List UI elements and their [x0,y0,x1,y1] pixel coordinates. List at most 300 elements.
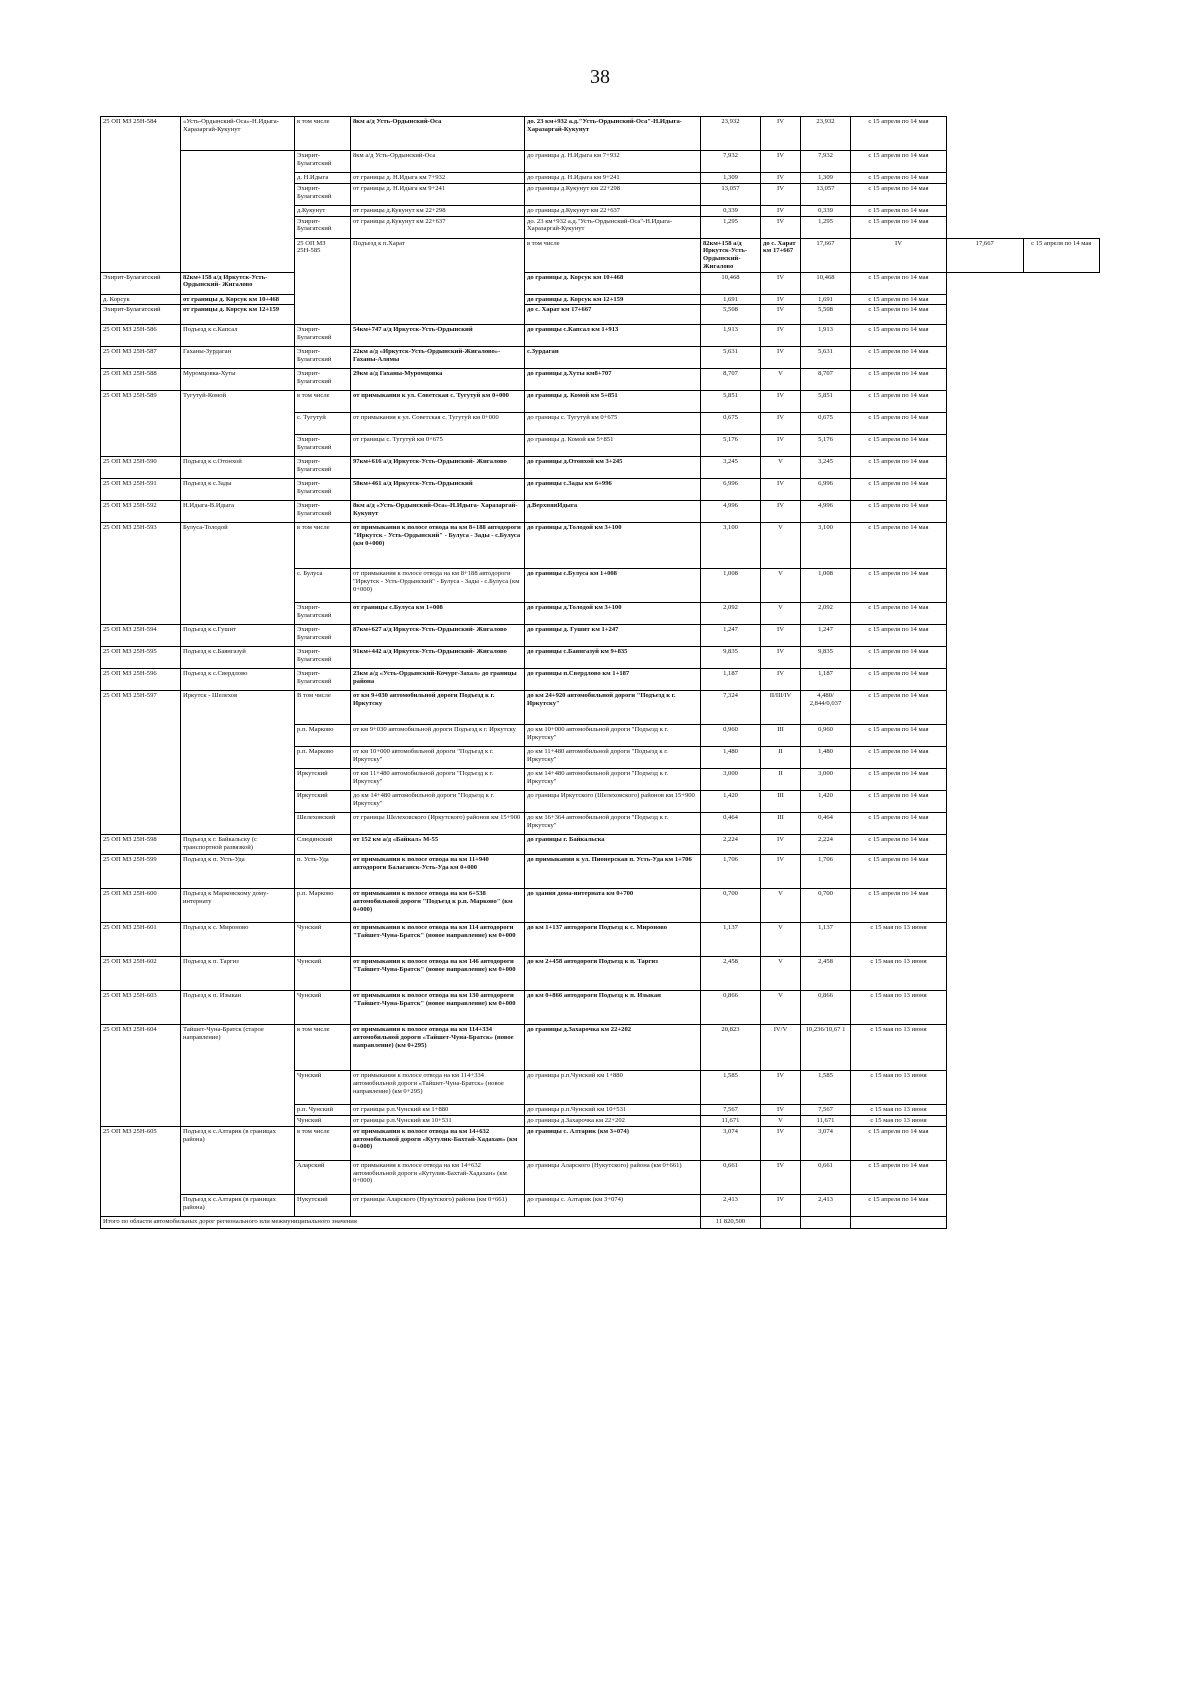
length-cell: 2,224 [701,835,761,855]
segment-from-cell: от границы р.п.Чунский км 1+880 [351,1105,525,1116]
segment-from-cell: 8км а/д Усть-Ордынский-Оса [351,117,525,151]
table-row [101,1194,1100,1216]
segment-from-cell: от примыкания к полосе отвода на км 130 автодороги "Тайшет-Чуна-Братск" (новое направление) км 0+000 [351,991,525,1025]
category-cell: IV [761,625,801,647]
length-cell: 23,932 [701,117,761,151]
length-cell: 1,480 [701,747,761,769]
segment-to-cell: до границы с.Зады км 6+996 [525,479,701,501]
length-by-category-cell: 1,309 [801,173,851,184]
length-cell: 5,176 [701,435,761,457]
area-cell: Шелеховский [295,813,351,835]
segment-from-cell: от примыкания к полосе отвода на км 146 автодороги "Тайшет-Чуна-Братск" (новое направление) км 0+000 [351,957,525,991]
length-cell: 1,187 [701,669,761,691]
roads-table-body [101,117,1100,1229]
area-cell: Иркутский [295,791,351,813]
segment-to-cell: до границы с.Булуса км 1+008 [525,569,701,603]
segment-to-cell: до границы д.Толодой км 3+100 [525,603,701,625]
restriction-period-cell: с 15 апреля по 14 мая [851,205,947,216]
area-cell: Эхирит-Булагатский [295,647,351,669]
table-row [101,923,1100,957]
length-by-category-cell: 1,706 [801,855,851,889]
segment-to-cell: до границы с. Алтарик (км 3+074) [525,1126,701,1160]
road-name-cell: Муромцовка-Хуты [181,369,295,391]
road-name-cell: Подъезд к п. Усть-Уда [181,855,295,889]
road-id-cell: 25 ОП МЗ 25Н-587 [101,347,181,369]
restriction-period-cell: с 15 апреля по 14 мая [851,725,947,747]
category-cell: IV [761,501,801,523]
area-cell: д.Кукунут [295,205,351,216]
segment-to-cell: до границы д. Комой км 5+851 [525,391,701,413]
segment-from-cell: от примыкания к полосе отвода на км 114+334 автомобильной дороги «Тайшет-Чуна-Братск» (новое направление) (км 0+295) [351,1071,525,1105]
segment-to-cell: до границы Иркутского (Шелеховского) районов км 15+900 [525,791,701,813]
category-cell: IV [761,272,801,294]
segment-to-cell: до границы д. Н.Идыга км 7+932 [525,151,701,173]
category-cell: V [761,1116,801,1127]
length-cell: 0,661 [701,1160,761,1194]
length-by-category-cell: 1,008 [801,569,851,603]
length-by-category-cell: 3,000 [801,769,851,791]
table-row [101,272,1100,294]
table-row [101,625,1100,647]
area-cell: В том числе [295,691,351,725]
restriction-period-cell: с 15 апреля по 14 мая [1023,238,1100,272]
table-row [101,991,1100,1025]
road-name-cell: Подъезд к с. Мироново [181,923,295,957]
area-cell: в том числе [525,238,701,272]
length-by-category-cell: 3,100 [801,523,851,569]
category-cell: IV [761,216,801,238]
restriction-period-cell: с 15 апреля по 14 мая [851,294,947,305]
length-cell: 4,996 [701,501,761,523]
length-by-category-cell: 0,661 [801,1160,851,1194]
segment-to-cell: до. 23 км+932 а.д."Усть-Ордынский-Оса"-Н.Идыга-Харазаргай-Кукунут [525,216,701,238]
segment-to-cell: до с. Харат км 17+667 [761,238,801,272]
category-cell: V [761,457,801,479]
area-cell: Эхирит-Булагатский [295,479,351,501]
length-cell: 1,691 [701,294,761,305]
table-row [101,855,1100,889]
category-cell: IV [851,238,947,272]
length-by-category-cell: 8,707 [801,369,851,391]
table-row [101,889,1100,923]
length-cell: 10,468 [701,272,761,294]
segment-from-cell: до км 14+480 автомобильной дороги "Подъезд к г. Иркутску" [351,791,525,813]
road-id-cell: 25 ОП МЗ 25Н-605 [101,1126,181,1216]
length-by-category-cell: 2,413 [801,1194,851,1216]
segment-to-cell: до границы д.Отонхой км 3+245 [525,457,701,479]
segment-to-cell: до границы д. Комой км 5+851 [525,435,701,457]
restriction-period-cell: с 15 апреля по 14 мая [851,747,947,769]
restriction-period-cell: с 15 мая по 13 июня [851,991,947,1025]
restriction-period-cell: с 15 апреля по 14 мая [851,889,947,923]
area-cell: Чунский [295,1071,351,1105]
length-by-category-cell: 4,996 [801,501,851,523]
road-name-cell: Подъезд к с.Баянгазуй [181,647,295,669]
segment-from-cell: от примыкания к полосе отвода на км 114 автодороги "Тайшет-Чуна-Братск" (новое направление) км 0+000 [351,923,525,957]
restriction-period-cell: с 15 апреля по 14 мая [851,479,947,501]
area-cell: Эхирит-Булагатский [295,457,351,479]
road-name-cell: Подъезд к с.Алтарик (в границах района) [181,1126,295,1194]
road-name-cell: Подъезд к с.Свердлово [181,669,295,691]
table-row [101,835,1100,855]
segment-from-cell: от примыкания к ул. Советская с. Тугутуй км 0+000 [351,413,525,435]
area-cell: Чунский [295,1116,351,1127]
segment-from-cell: 87км+627 а/д Иркутск-Усть-Ордынский- Жигалово [351,625,525,647]
segment-to-cell: до границы с. Тугутуй км 0+675 [525,413,701,435]
area-cell: Иркутский [295,769,351,791]
length-by-category-cell: 7,932 [801,151,851,173]
segment-from-cell: 54км+747 а/д Иркутск-Усть-Ордынский [351,325,525,347]
category-cell: IV [761,183,801,205]
table-row [101,117,1100,151]
length-by-category-cell: 1,480 [801,747,851,769]
road-id-cell: 25 ОП МЗ 25Н-592 [101,501,181,523]
segment-from-cell: от границы д. Корсук км 12+159 [181,305,295,325]
length-cell: 0,960 [701,725,761,747]
restriction-period-cell: с 15 апреля по 14 мая [851,647,947,669]
road-id-cell: 25 ОП МЗ 25Н-590 [101,457,181,479]
length-by-category-cell: 1,420 [801,791,851,813]
length-by-category-cell: 11,671 [801,1116,851,1127]
category-cell: V [761,603,801,625]
length-by-category-cell: 2,224 [801,835,851,855]
road-name-cell: Гаханы-Зурдаган [181,347,295,369]
road-name-cell: Иркутск - Шелехов [181,691,295,835]
length-by-category-cell: 1,247 [801,625,851,647]
length-by-category-cell: 1,585 [801,1071,851,1105]
length-cell: 7,567 [701,1105,761,1116]
restriction-period-cell: с 15 апреля по 14 мая [851,151,947,173]
length-cell: 1,247 [701,625,761,647]
category-cell: IV [761,294,801,305]
table-row [101,369,1100,391]
category-cell: IV/V [761,1025,801,1071]
road-id-cell: 25 ОП МЗ 25Н-602 [101,957,181,991]
length-cell: 7,932 [701,151,761,173]
category-cell: IV [761,647,801,669]
segment-from-cell: от км 10+000 автомобильной дороги "Подъезд к г. Иркутску" [351,747,525,769]
road-name-cell: Подъезд к с.Отонхой [181,457,295,479]
segment-to-cell: до. 23 км+932 а.д."Усть-Ордынский-Оса"-Н.Идыга-Харазаргай-Кукунут [525,117,701,151]
segment-to-cell: до границы д. Гушит км 1+247 [525,625,701,647]
table-row [101,523,1100,569]
segment-from-cell: от примыкания к ул. Советская с. Тугутуй км 0+000 [351,391,525,413]
segment-from-cell: от границы д. Н.Идыга км 9+241 [351,183,525,205]
segment-from-cell: от примыкания к полосе отвода на км 8+188 автодороги "Иркутск - Усть-Ордынский" - Булуса - Зады - с.Булуса (км 0+000) [351,569,525,603]
category-cell: IV [761,413,801,435]
road-id-cell: 25 ОП МЗ 25Н-585 [295,238,351,325]
area-cell: Нукутский [295,1194,351,1216]
road-name-cell: Подъезд к с.Капсал [181,325,295,347]
segment-to-cell: до границы д.Захарочка км 22+202 [525,1116,701,1127]
segment-from-cell: 82км+158 а/д Иркутск-Усть-Ордынский- Жигалово [181,272,295,294]
table-row [101,479,1100,501]
segment-from-cell: от границы д.Кукунут км 22+637 [351,216,525,238]
category-cell: II/III/IV [761,691,801,725]
total-label: Итого по области автомобильных дорог регионального или межмуниципального значения [101,1216,701,1228]
segment-from-cell: от примыкания к полосе отвода на км 114+334 автомобильной дороги «Тайшет-Чуна-Братск» (новое направление) (км 0+295) [351,1025,525,1071]
table-row [101,691,1100,725]
length-cell: 5,508 [701,305,761,325]
segment-to-cell: до границы г. Байкальска [525,835,701,855]
table-row [101,957,1100,991]
length-cell: 8,707 [701,369,761,391]
segment-to-cell: до границы с.Баянгазуй км 9+835 [525,647,701,669]
segment-from-cell: 23км а/д «Усть-Ордынский-Кочург-Захал» до границы района [351,669,525,691]
length-cell: 0,339 [701,205,761,216]
restriction-period-cell: с 15 апреля по 14 мая [851,272,947,294]
segment-from-cell: от км 9+030 автомобильной дороги Подъезд к г. Иркутску [351,725,525,747]
length-by-category-cell: 17,667 [947,238,1024,272]
area-cell: в том числе [295,523,351,569]
road-id-cell: 25 ОП МЗ 25Н-601 [101,923,181,957]
restriction-period-cell: с 15 апреля по 14 мая [851,523,947,569]
restriction-period-cell: с 15 апреля по 14 мая [851,569,947,603]
category-cell: IV [761,347,801,369]
road-name-cell: Подъезд к п. Таргиз [181,957,295,991]
length-by-category-cell: 10,236/10,67 1 [801,1025,851,1071]
length-by-category-cell: 10,468 [801,272,851,294]
segment-from-cell: 91км+442 а/д Иркутск-Усть-Ордынский- Жигалово [351,647,525,669]
length-by-category-cell: 5,631 [801,347,851,369]
segment-from-cell: от 152 км а/д «Байкал» М-55 [351,835,525,855]
length-cell: 2,092 [701,603,761,625]
segment-from-cell: 8км а/д Усть-Ордынский-Оса [351,151,525,173]
segment-from-cell: от примыкания к полосе отвода на км 11+940 автодороги Балаганск-Усть-Уда км 0+000 [351,855,525,889]
length-cell: 1,585 [701,1071,761,1105]
restriction-period-cell: с 15 апреля по 14 мая [851,1194,947,1216]
length-cell: 1,295 [701,216,761,238]
table-row [101,1126,1100,1160]
length-by-category-cell: 9,835 [801,647,851,669]
area-cell: Эхирит-Булагатский [101,305,181,325]
area-cell: Эхирит-Булагатский [295,435,351,457]
area-cell: Чунский [295,991,351,1025]
page-number: 38 [590,66,610,88]
segment-from-cell: от границы с.Булуса км 1+008 [351,603,525,625]
segment-from-cell: от границы с. Тугутуй км 0+675 [351,435,525,457]
category-cell: V [761,957,801,991]
area-cell: Аларский [295,1160,351,1194]
length-cell: 2,458 [701,957,761,991]
segment-to-cell: до границы д. Корсук км 10+468 [525,272,701,294]
road-id-cell: 25 ОП МЗ 25Н-588 [101,369,181,391]
category-cell: II [761,769,801,791]
area-cell: в том числе [295,117,351,151]
segment-from-cell: от примыкания к полосе отвода на км 8+188 автодороги "Иркутск - Усть-Ордынский" - Булуса - Зады - с.Булуса (км 0+000) [351,523,525,569]
table-row [101,669,1100,691]
area-cell: Эхирит-Булагатский [295,669,351,691]
table-row [101,647,1100,669]
length-by-category-cell: 0,866 [801,991,851,1025]
segment-from-cell: 82км+158 а/д Иркутск-Усть-Ордынский-Жигалово [701,238,761,272]
area-cell: Эхирит-Булагатский [101,272,181,294]
category-cell: II [761,747,801,769]
segment-from-cell: 8км а/д «Усть-Ордынский-Оса»-Н.Идыга- Харазаргай-Кукунут [351,501,525,523]
length-by-category-cell: 0,464 [801,813,851,835]
area-cell: с. Булуса [295,569,351,603]
road-name-cell: Тугутуй-Комой [181,391,295,457]
restriction-period-cell: с 15 апреля по 14 мая [851,117,947,151]
segment-from-cell: 29км а/д Гаханы-Муромцовка [351,369,525,391]
segment-from-cell: от границы Шелеховского (Иркутского) районов км 15+900 [351,813,525,835]
area-cell: Эхирит-Булагатский [295,603,351,625]
restriction-period-cell: с 15 апреля по 14 мая [851,669,947,691]
area-cell: в том числе [295,1126,351,1160]
road-name-cell: Подъезд к с.Зады [181,479,295,501]
table-row [101,305,1100,325]
road-id-cell: 25 ОП МЗ 25Н-589 [101,391,181,457]
road-name-cell: Подъезд к с.Гушит [181,625,295,647]
segment-to-cell: до границы д.Кукунут км 22+637 [525,205,701,216]
segment-to-cell: до с. Харат км 17+667 [525,305,701,325]
area-cell: Эхирит-Булагатский [295,501,351,523]
length-cell: 1,008 [701,569,761,603]
length-cell: 5,851 [701,391,761,413]
road-id-cell: 25 ОП МЗ 25Н-597 [101,691,181,835]
restriction-period-cell: с 15 мая по 13 июня [851,1071,947,1105]
road-id-cell: 25 ОП МЗ 25Н-591 [101,479,181,501]
category-cell: IV [761,1160,801,1194]
length-by-category-cell: 3,245 [801,457,851,479]
length-by-category-cell: 1,187 [801,669,851,691]
length-cell: 0,675 [701,413,761,435]
length-by-category-cell: 1,913 [801,325,851,347]
restriction-period-cell: с 15 апреля по 14 мая [851,625,947,647]
segment-to-cell: до границы д.Хуты км8+707 [525,369,701,391]
empty-cell [851,1216,947,1228]
length-by-category-cell: 0,960 [801,725,851,747]
category-cell: IV [761,305,801,325]
area-cell: р.п. Чунский [295,1105,351,1116]
area-cell: п. Усть-Уда [295,855,351,889]
road-name-cell: Н.Идыга-В.Идыга [181,501,295,523]
segment-to-cell: до км 10+000 автомобильной дороги "Подъезд к г. Иркутску" [525,725,701,747]
segment-from-cell: от примыкания к полосе отвода на км 14+632 автомобильной дороги «Кутулик-Бахтай-Хадахан» (км 0+000) [351,1126,525,1160]
area-cell: с. Тугутуй [295,413,351,435]
restriction-period-cell: с 15 апреля по 14 мая [851,305,947,325]
category-cell: V [761,523,801,569]
area-cell: Эхирит-Булагатский [295,347,351,369]
road-id-cell: 25 ОП МЗ 25Н-586 [101,325,181,347]
road-name-cell: Подъезд к п.Харат [351,238,525,325]
restriction-period-cell: с 15 апреля по 14 мая [851,501,947,523]
restriction-period-cell: с 15 мая по 13 июня [851,923,947,957]
length-cell: 2,413 [701,1194,761,1216]
length-by-category-cell: 5,176 [801,435,851,457]
category-cell: IV [761,391,801,413]
length-by-category-cell: 4,480/ 2,844/0,037 [801,691,851,725]
length-cell: 20,823 [701,1025,761,1071]
restriction-period-cell: с 15 апреля по 14 мая [851,391,947,413]
category-cell: IV [761,151,801,173]
table-row [101,325,1100,347]
length-cell: 3,245 [701,457,761,479]
restriction-period-cell: с 15 апреля по 14 мая [851,347,947,369]
segment-from-cell: от границы д. Н.Идыга км 7+932 [351,173,525,184]
restriction-period-cell: с 15 мая по 13 июня [851,1116,947,1127]
area-cell: д. Н.Идыга [295,173,351,184]
segment-to-cell: до границы д.Захарочка км 22+202 [525,1025,701,1071]
segment-from-cell: от границы д.Кукунут км 22+298 [351,205,525,216]
category-cell: IV [761,669,801,691]
restriction-period-cell: с 15 апреля по 14 мая [851,603,947,625]
category-cell: IV [761,855,801,889]
table-row [101,1025,1100,1071]
restriction-period-cell: с 15 апреля по 14 мая [851,813,947,835]
road-id-cell: 25 ОП МЗ 25Н-593 [101,523,181,625]
segment-to-cell: до границы п.Свердлово км 1+187 [525,669,701,691]
segment-to-cell: до границы р.п.Чунский км 1+880 [525,1071,701,1105]
road-id-cell: 25 ОП МЗ 25Н-604 [101,1025,181,1127]
area-cell: в том числе [295,391,351,413]
length-by-category-cell: 0,700 [801,889,851,923]
restriction-period-cell: с 15 апреля по 14 мая [851,325,947,347]
category-cell: V [761,369,801,391]
segment-to-cell: д.ВерхняяИдыга [525,501,701,523]
area-cell: Эхирит-Булагатский [295,151,351,173]
restriction-period-cell: с 15 апреля по 14 мая [851,1126,947,1160]
area-cell: Слюдянский [295,835,351,855]
category-cell: V [761,889,801,923]
length-by-category-cell: 5,508 [801,305,851,325]
length-cell: 9,835 [701,647,761,669]
segment-to-cell: до границы Аларского (Нукутского) района (км 0+661) [525,1160,701,1194]
segment-to-cell: до км 1+137 автодороги Подъезд к с. Мироново [525,923,701,957]
restriction-period-cell: с 15 апреля по 14 мая [851,413,947,435]
road-name-cell: Подъезд к г. Байкальску (с транспортной развязкой) [181,835,295,855]
segment-to-cell: до границы д.Кукунут км 22+298 [525,183,701,205]
area-cell: в том числе [295,1025,351,1071]
road-id-cell: 25 ОП МЗ 25Н-599 [101,855,181,889]
length-cell: 3,000 [701,769,761,791]
restriction-period-cell: с 15 апреля по 14 мая [851,855,947,889]
length-cell: 11,671 [701,1116,761,1127]
category-cell: IV [761,1105,801,1116]
category-cell: IV [761,1126,801,1160]
length-cell: 5,631 [701,347,761,369]
length-cell: 0,866 [701,991,761,1025]
category-cell: III [761,813,801,835]
category-cell: IV [761,1194,801,1216]
segment-to-cell: до границы р.п.Чунский км 10+531 [525,1105,701,1116]
length-cell: 1,420 [701,791,761,813]
table-row [101,294,1100,305]
category-cell: IV [761,1071,801,1105]
segment-to-cell: до примыкания к ул. Пионерская п. Усть-Уда км 1+706 [525,855,701,889]
empty-cell [801,1216,851,1228]
segment-from-cell: от границы Аларского (Нукутского) района (км 0+661) [351,1194,525,1216]
length-cell: 1,913 [701,325,761,347]
category-cell: IV [761,173,801,184]
length-cell: 0,700 [701,889,761,923]
category-cell: IV [761,835,801,855]
restriction-period-cell: с 15 апреля по 14 мая [851,435,947,457]
area-cell: Эхирит-Булагатский [295,325,351,347]
road-name-cell: Булуса-Толодой [181,523,295,625]
restriction-period-cell: с 15 апреля по 14 мая [851,1160,947,1194]
road-name-cell: Подъезд к п. Изыкан [181,991,295,1025]
segment-to-cell: до км 16+364 автомобильной дороги "Подъезд к г. Иркутску" [525,813,701,835]
road-id-cell: 25 ОП МЗ 25Н-584 [101,117,181,273]
area-cell: р.п. Марково [295,747,351,769]
area-cell: р.п. Марково [295,889,351,923]
area-cell: Эхирит-Булагатский [295,625,351,647]
category-cell: IV [761,479,801,501]
area-cell: Эхирит-Булагатский [295,369,351,391]
category-cell: III [761,791,801,813]
segment-to-cell: до границы д. Корсук км 12+159 [525,294,701,305]
